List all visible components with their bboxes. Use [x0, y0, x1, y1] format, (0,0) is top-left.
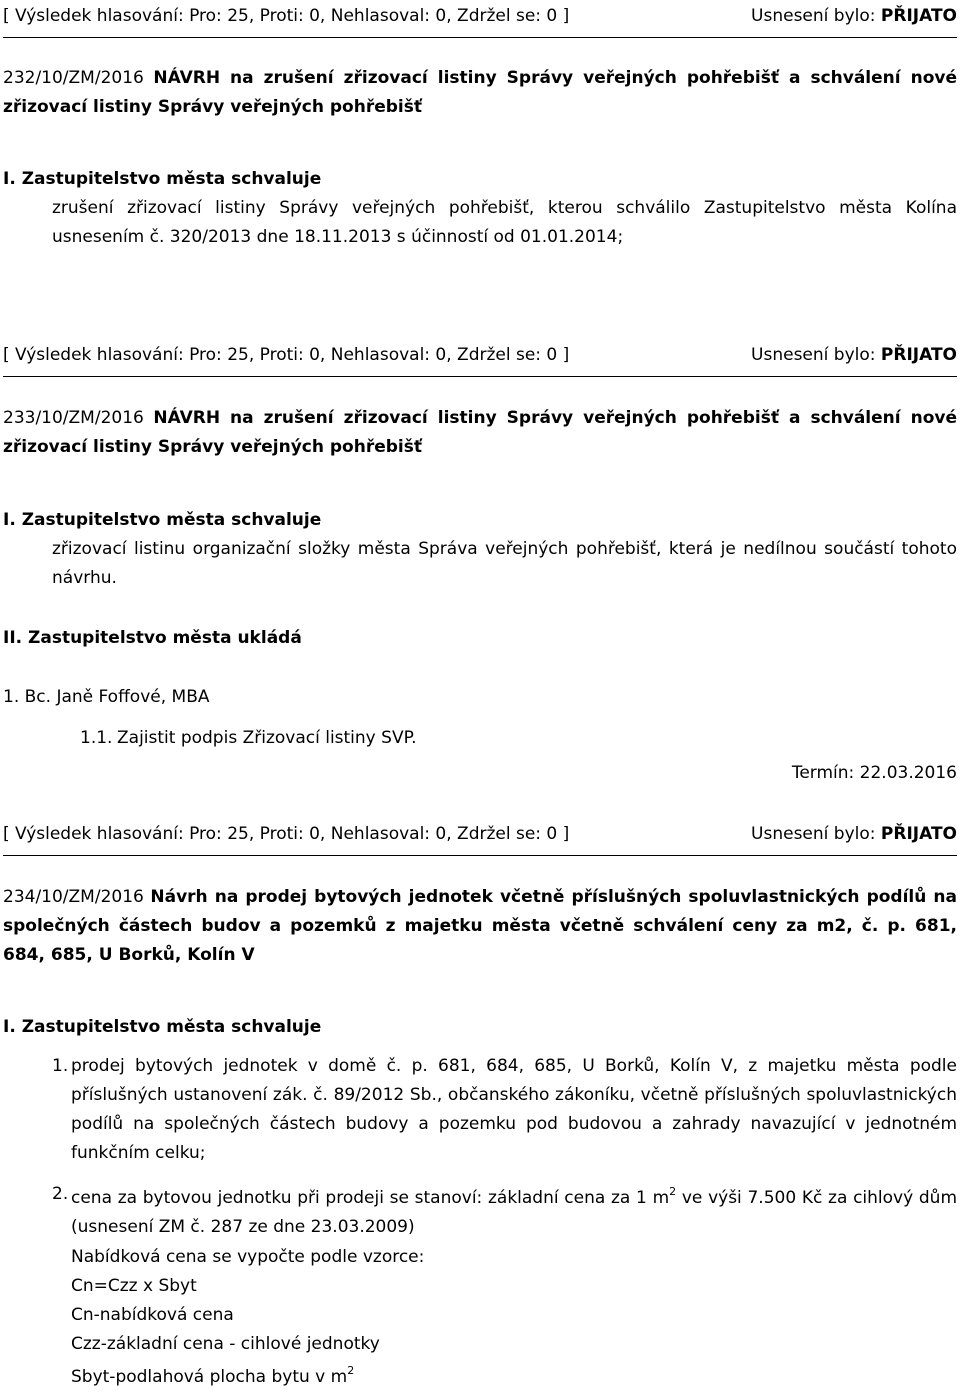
resolution-233-section-1-text: zřizovací listinu organizační složky města Správa veřejných pohřebišť, která je nedílnou součástí tohoto návrhu.: [52, 539, 957, 588]
list-item-text: prodej bytových jednotek v domě č. p. 681, 684, 685, U Borků, Kolín V, z majetku města podle příslušných ustanovení zák. č. 89/2012 Sb., občanského zákoníku, včetně příslušných spoluvlastnických podílů na společných částech budovy a pozemku pod budovou a zahrady navazující v jednotném funkčním celku;: [71, 1056, 957, 1163]
status-value: PŘIJATO: [880, 824, 957, 844]
status-value: PŘIJATO: [880, 6, 957, 26]
resolution-232-section-1-heading: I. Zastupitelstvo města schvaluje: [3, 169, 322, 189]
resolution-234-title: 234/10/ZM/2016 Návrh na prodej bytových jednotek včetně příslušných spoluvlastnických podílů na společných částech budov a pozemků z majetku města včetně schválení ceny za m2, č. p. 681, 684, 685, U Borků, Kolín V: [3, 887, 957, 965]
separator-line: [3, 855, 957, 856]
responsible-person: 1. Bc. Janě Foffové, MBA: [3, 687, 210, 707]
formula-intro: Nabídková cena se vypočte podle vzorce:: [71, 1247, 425, 1267]
vote-result-row: [3, 342, 957, 368]
vote-summary: [ Výsledek hlasování: Pro: 25, Proti: 0, Nehlasoval: 0, Zdržel se: 0 ]: [3, 6, 570, 26]
separator-line: [3, 37, 957, 38]
list-item-text: cena za bytovou jednotku při prodeji se stanoví: základní cena za 1 $m^2$ ve výši 7.500 Kč za cihlový dům (usnesení ZM č. 287 ze dne 23.03.2009): [71, 1185, 958, 1237]
vote-result-row: [3, 821, 957, 847]
vote-result-row: [3, 3, 957, 29]
resolution-234-section-1-heading: I. Zastupitelstvo města schvaluje: [3, 1017, 322, 1037]
resolution-status: Usnesení bylo: PŘIJATO: [751, 345, 957, 365]
resolution-status: Usnesení bylo: PŘIJATO: [751, 6, 957, 26]
resolution-233-title: 233/10/ZM/2016 NÁVRH na zrušení zřizovací listiny Správy veřejných pohřebišť a schválení nové zřizovací listiny Správy veřejných pohřebišť: [3, 408, 957, 457]
separator-line: [3, 376, 957, 377]
resolution-232-section-1-text: zrušení zřizovací listiny Správy veřejných pohřebišť, kterou schválilo Zastupitelstvo města Kolína usnesením č. 320/2013 dne 18.11.2013 s účinností od 01.01.2014;: [52, 198, 957, 247]
formula-definition: Sbyt-podlahová plocha bytu v $m^2$: [71, 1364, 355, 1387]
formula-definition: Czz-základní cena - cihlové jednotky: [71, 1334, 380, 1354]
vote-summary: [ Výsledek hlasování: Pro: 25, Proti: 0, Nehlasoval: 0, Zdržel se: 0 ]: [3, 824, 570, 844]
status-value: PŘIJATO: [880, 345, 957, 365]
resolution-233-section-2-heading: II. Zastupitelstvo města ukládá: [3, 628, 302, 648]
task-number: 1.1.: [80, 728, 113, 748]
resolution-232-title: 232/10/ZM/2016 NÁVRH na zrušení zřizovací listiny Správy veřejných pohřebišť a schválení nové zřizovací listiny Správy veřejných pohřebišť: [3, 68, 957, 117]
task-deadline: Termín: 22.03.2016: [791, 763, 957, 783]
resolution-233-section-1-heading: I. Zastupitelstvo města schvaluje: [3, 510, 322, 530]
list-item-number: 2.: [52, 1184, 69, 1204]
resolution-status: Usnesení bylo: PŘIJATO: [751, 824, 957, 844]
formula-definition: Cn-nabídková cena: [71, 1305, 234, 1325]
list-item-number: 1.: [52, 1056, 69, 1076]
task-text: Zajistit podpis Zřizovací listiny SVP.: [117, 728, 417, 748]
formula: Cn=Czz x Sbyt: [71, 1276, 197, 1296]
vote-summary: [ Výsledek hlasování: Pro: 25, Proti: 0, Nehlasoval: 0, Zdržel se: 0 ]: [3, 345, 570, 365]
